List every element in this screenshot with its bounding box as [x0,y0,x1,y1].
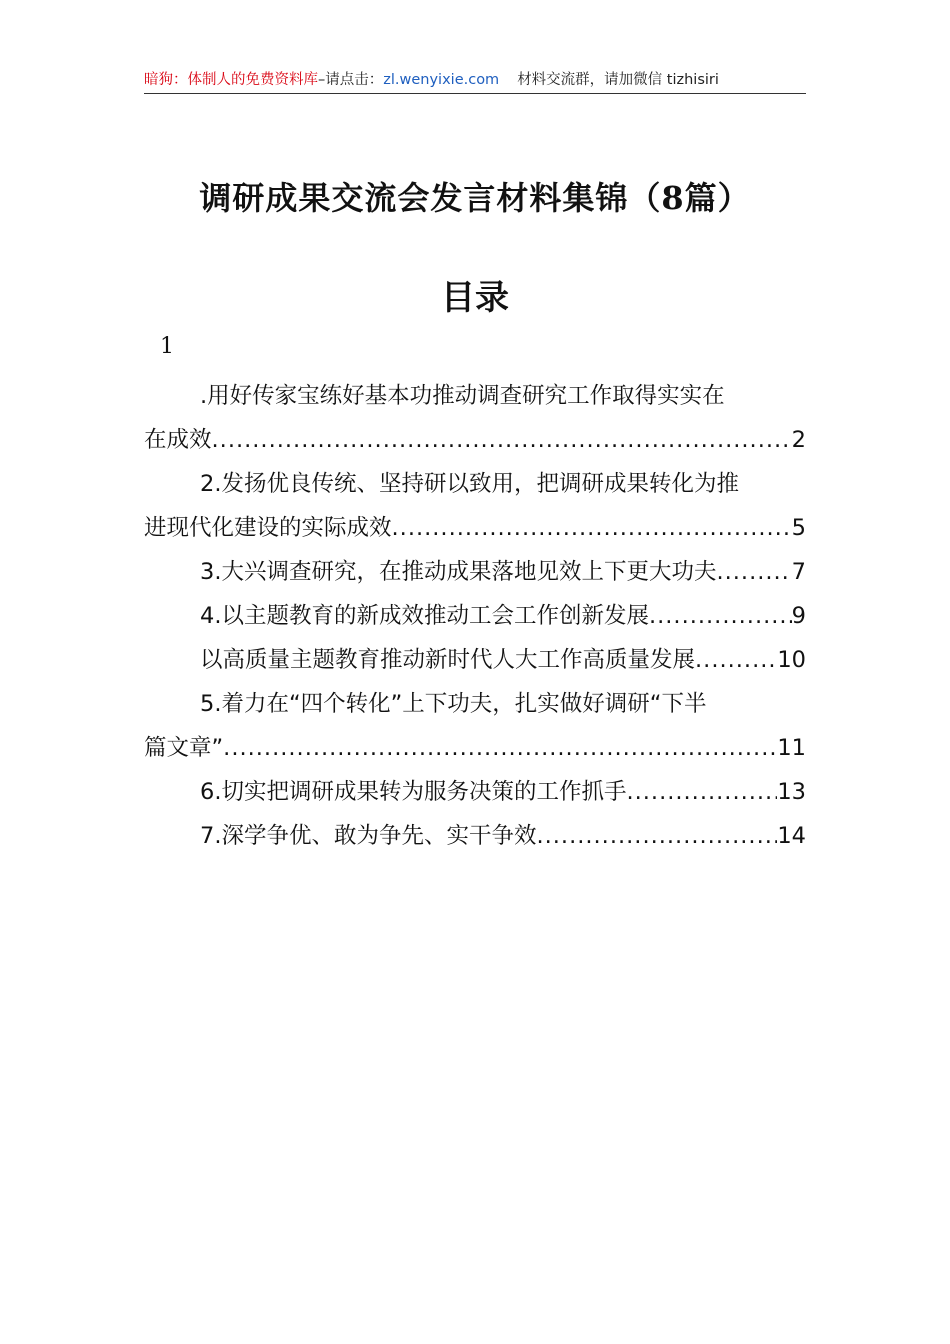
toc-entry-text: 5.着力在“四个转化”上下功夫，扎实做好调研“下半 [200,691,707,717]
toc-leader-dots [716,550,791,594]
page-header [144,70,806,90]
toc-page-number: 10 [777,647,806,673]
toc-entry-5[interactable] [144,638,806,682]
toc-entry-text: 2.发扬优良传统、坚持研以致用，把调研成果转化为推 [200,471,739,497]
toc-number-line: 1 [160,334,174,359]
header-link[interactable]: zl.wenyixie.com [383,72,500,88]
toc-leader-dots [649,594,792,638]
toc-entry-4[interactable] [144,594,806,638]
toc-entry-6[interactable] [144,682,806,770]
toc-page-number: 5 [791,515,806,541]
header-wechat-note: 材料交流群，请加微信 tizhisiri [517,72,719,88]
toc-leader-dots [536,814,777,858]
toc-entry-text-cont: 进现代化建设的实际成效 [144,515,392,541]
toc-entry-text: 以高质量主题教育推动新时代人大工作高质量发展 [200,647,696,673]
toc-entry-2[interactable] [144,462,806,550]
toc-page-number: 11 [777,735,806,761]
toc-entry-1[interactable] [144,374,806,462]
toc-heading: 目录 [441,278,509,318]
toc-entry-3[interactable] [144,550,806,594]
toc-entry-text-cont: 在成效 [144,427,212,453]
toc-page-number: 9 [791,603,806,629]
toc-entry-text: 7.深学争优、敢为争先、实干争效 [200,823,537,849]
header-click-prompt: –请点击： [318,72,384,88]
toc-page-number: 2 [791,427,806,453]
toc-entry-8[interactable] [144,814,806,858]
toc-page-number: 7 [791,559,806,585]
toc-page-number: 14 [777,823,806,849]
toc-entry-text-cont: 篇文章” [144,735,224,761]
toc-leader-dots [223,726,777,770]
header-site-name: 暗狗：体制人的免费资料库 [144,72,318,88]
toc-entry-text: .用好传家宝练好基本功推动调查研究工作取得实实在 [200,383,725,409]
header-divider [144,93,806,94]
toc-entry-text: 4.以主题教育的新成效推动工会工作创新发展 [200,603,649,629]
toc-leader-dots [212,418,792,462]
toc-leader-dots [392,506,792,550]
toc-leader-dots [695,638,777,682]
toc-entry-text: 6.切实把调研成果转为服务决策的工作抓手 [200,779,627,805]
toc-entry-7[interactable] [144,770,806,814]
toc-page-number: 13 [777,779,806,805]
toc-leader-dots [626,770,777,814]
toc-entry-text: 3.大兴调查研究，在推动成果落地见效上下更大功夫 [200,559,717,585]
document-title: 调研成果交流会发言材料集锦（8篇） [199,179,751,217]
